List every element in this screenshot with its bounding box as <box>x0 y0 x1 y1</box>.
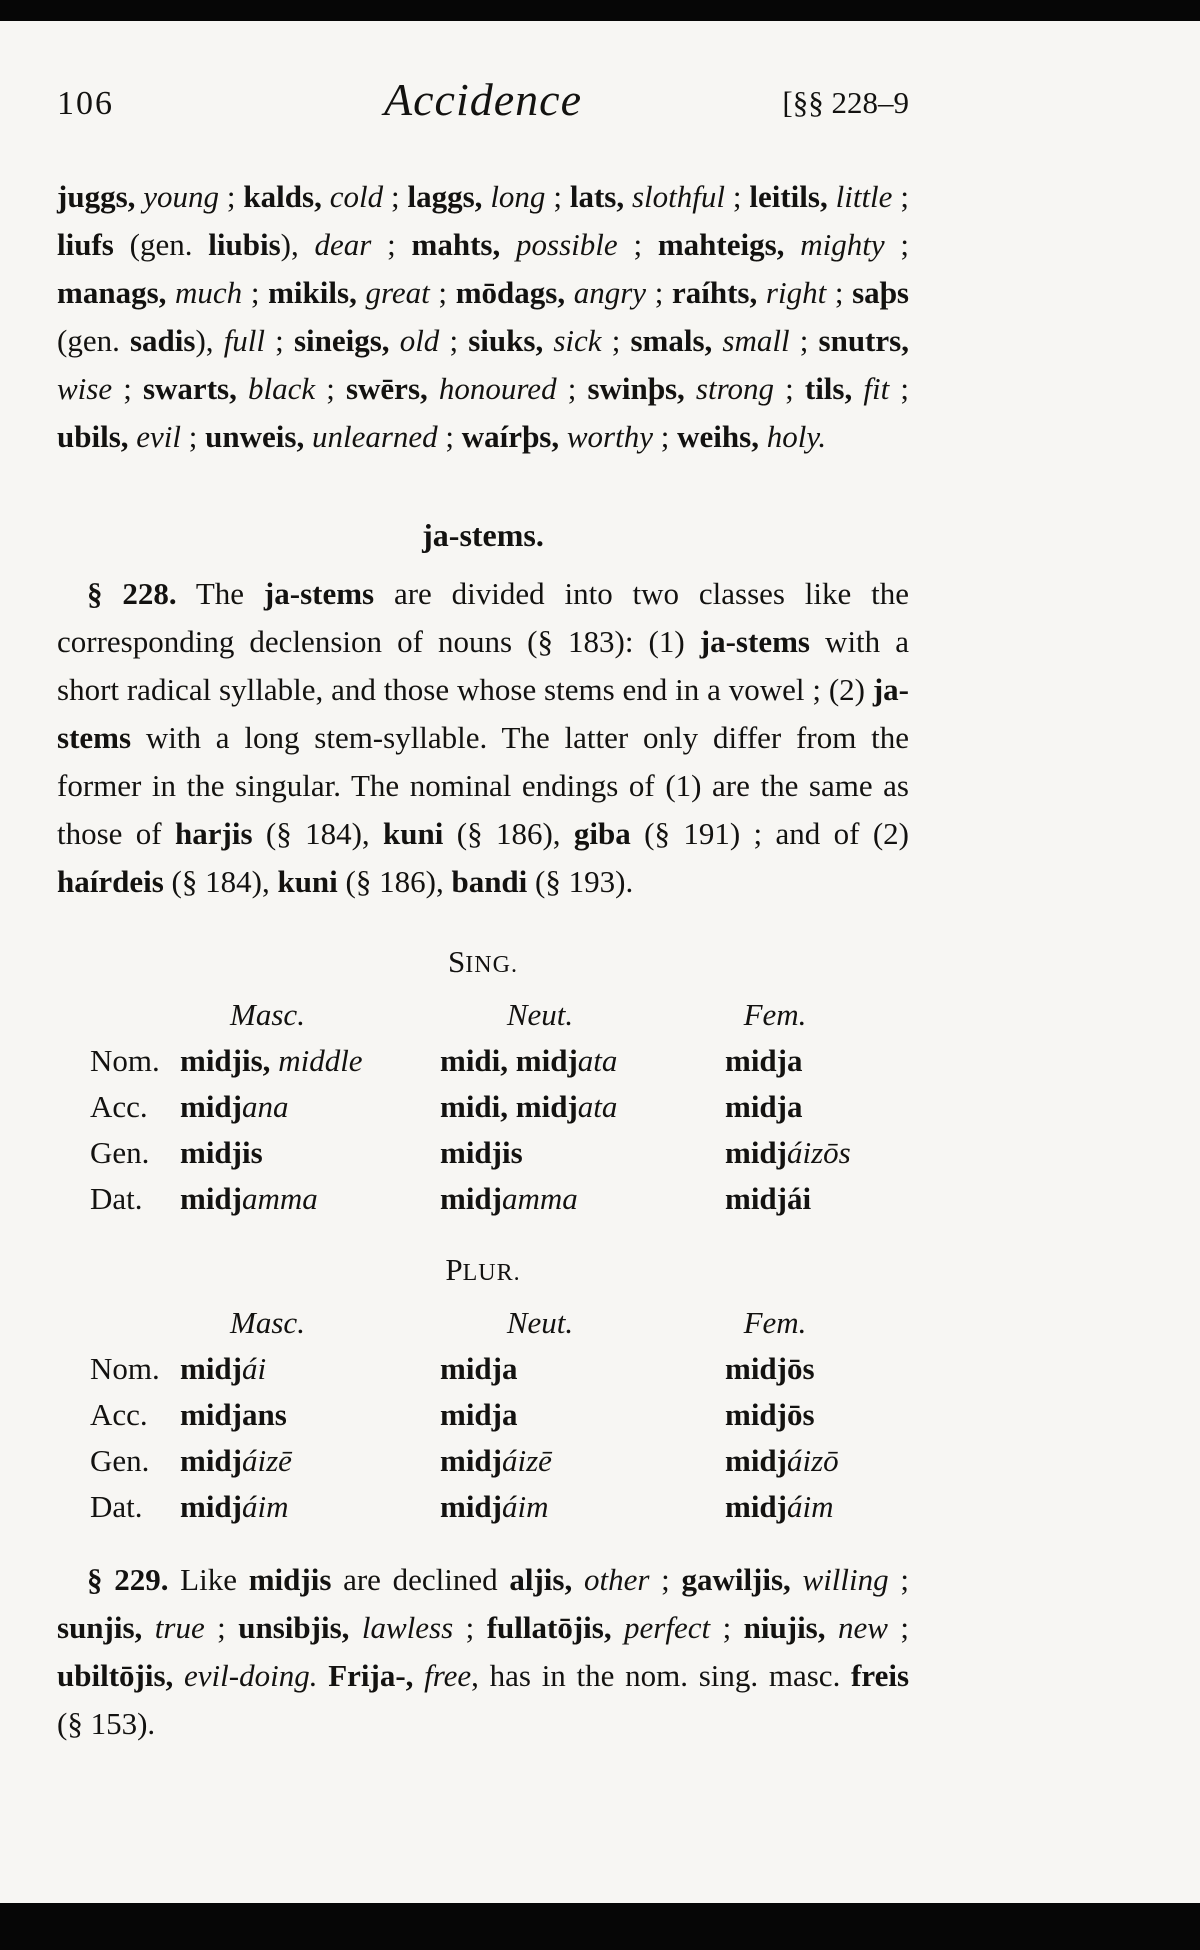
table-cell: midjis, middle <box>180 1043 363 1078</box>
case-label: Nom. <box>90 1351 160 1386</box>
table-cell: midjamma <box>440 1181 578 1216</box>
column-header-fem: Fem. <box>743 1305 807 1340</box>
case-label: Gen. <box>90 1135 150 1170</box>
caption-rest: ING. <box>465 952 518 978</box>
table-cell: midjáim <box>440 1489 549 1524</box>
case-label: Acc. <box>90 1397 148 1432</box>
paragraph-228: § 228. The ja-stems are divided into two classes like the corresponding declension of nouns (§ 183): (1) ja-stems with a short radical syllable, and those whose stems end in a vowel ; (2) ja-stems with a long stem-syllable. The latter only differ from the former in the singular. The nominal endings of (1) are the same as those of harjis (§ 184), kuni (§ 186), giba (§ 191) ; and of (2) haírdeis (§ 184), kuni (§ 186), bandi (§ 193). <box>57 576 910 899</box>
section-range: [§§ 228–9 <box>782 85 909 120</box>
column-header-masc: Masc. <box>230 997 305 1032</box>
table-cell: midjamma <box>180 1181 318 1216</box>
page-scan <box>57 21 909 1779</box>
case-label: Gen. <box>90 1443 150 1478</box>
table-cell: midja <box>725 1043 803 1078</box>
table-cell: midjái <box>180 1351 267 1386</box>
declension-table-singular <box>90 992 909 1222</box>
scan-bar-top <box>0 0 1200 21</box>
column-header-neut: Neut. <box>506 1305 574 1340</box>
table-cell: midjáizē <box>180 1443 292 1478</box>
caption-initial: P <box>445 1252 463 1287</box>
column-header-fem: Fem. <box>743 997 807 1032</box>
case-label: Acc. <box>90 1089 148 1124</box>
corner-spacer <box>90 992 180 1038</box>
page-header <box>57 73 909 137</box>
adjective-list-paragraph: juggs, young ; kalds, cold ; laggs, long ; lats, slothful ; leitils, little ; liufs (gen. liubis), dear ; mahts, possible ; mahteigs, mighty ; manags, much ; mikils, great ; mōdags, angry ; raíhts, right ; saþs (gen. sadis), full ; sineigs, old ; siuks, sick ; smals, small ; snutrs, wise ; swarts, black ; swērs, honoured ; swinþs, strong ; tils, fit ; ubils, evil ; unweis, unlearned ; waírþs, worthy ; weihs, holy. <box>57 179 909 454</box>
scan-bar-bottom <box>0 1903 1200 1950</box>
table-cell: midjans <box>180 1397 287 1432</box>
case-label: Dat. <box>90 1489 143 1524</box>
table-cell: midjáizō <box>725 1443 839 1478</box>
table-caption-singular <box>57 944 909 986</box>
column-header-neut: Neut. <box>506 997 574 1032</box>
declension-table-plural <box>90 1300 909 1530</box>
column-header-masc: Masc. <box>230 1305 305 1340</box>
table-cell: midjis <box>440 1135 523 1170</box>
paragraph-229: § 229. Like midjis are declined aljis, other ; gawiljis, willing ; sunjis, true ; unsibjis, lawless ; fullatōjis, perfect ; niujis, new ; ubiltōjis, evil-doing. Frija-, free, has in the nom. sing. masc. freis (§ 153). <box>57 1562 910 1741</box>
table-cell: midi, midjata <box>440 1043 618 1078</box>
table-cell: midjis <box>180 1135 263 1170</box>
running-title: Accidence <box>384 74 582 125</box>
table-cell: midjáim <box>725 1489 834 1524</box>
table-cell: midjana <box>180 1089 289 1124</box>
table-cell: midi, midjata <box>440 1089 618 1124</box>
page-number: 106 <box>57 85 114 122</box>
table-cell: midja <box>725 1089 803 1124</box>
table-cell: midjáizōs <box>725 1135 851 1170</box>
section-heading-ja-stems: ja-stems. <box>422 517 544 553</box>
caption-rest: LUR. <box>462 1260 521 1286</box>
corner-spacer <box>90 1300 180 1346</box>
table-cell: midjōs <box>725 1397 815 1432</box>
caption-initial: S <box>448 944 466 979</box>
table-caption-plural <box>57 1252 909 1294</box>
table-cell: midjái <box>725 1181 812 1216</box>
table-cell: midja <box>440 1397 518 1432</box>
table-cell: midja <box>440 1351 518 1386</box>
table-cell: midjáim <box>180 1489 289 1524</box>
case-label: Nom. <box>90 1043 160 1078</box>
table-cell: midjōs <box>725 1351 815 1386</box>
table-cell: midjáizē <box>440 1443 552 1478</box>
case-label: Dat. <box>90 1181 143 1216</box>
